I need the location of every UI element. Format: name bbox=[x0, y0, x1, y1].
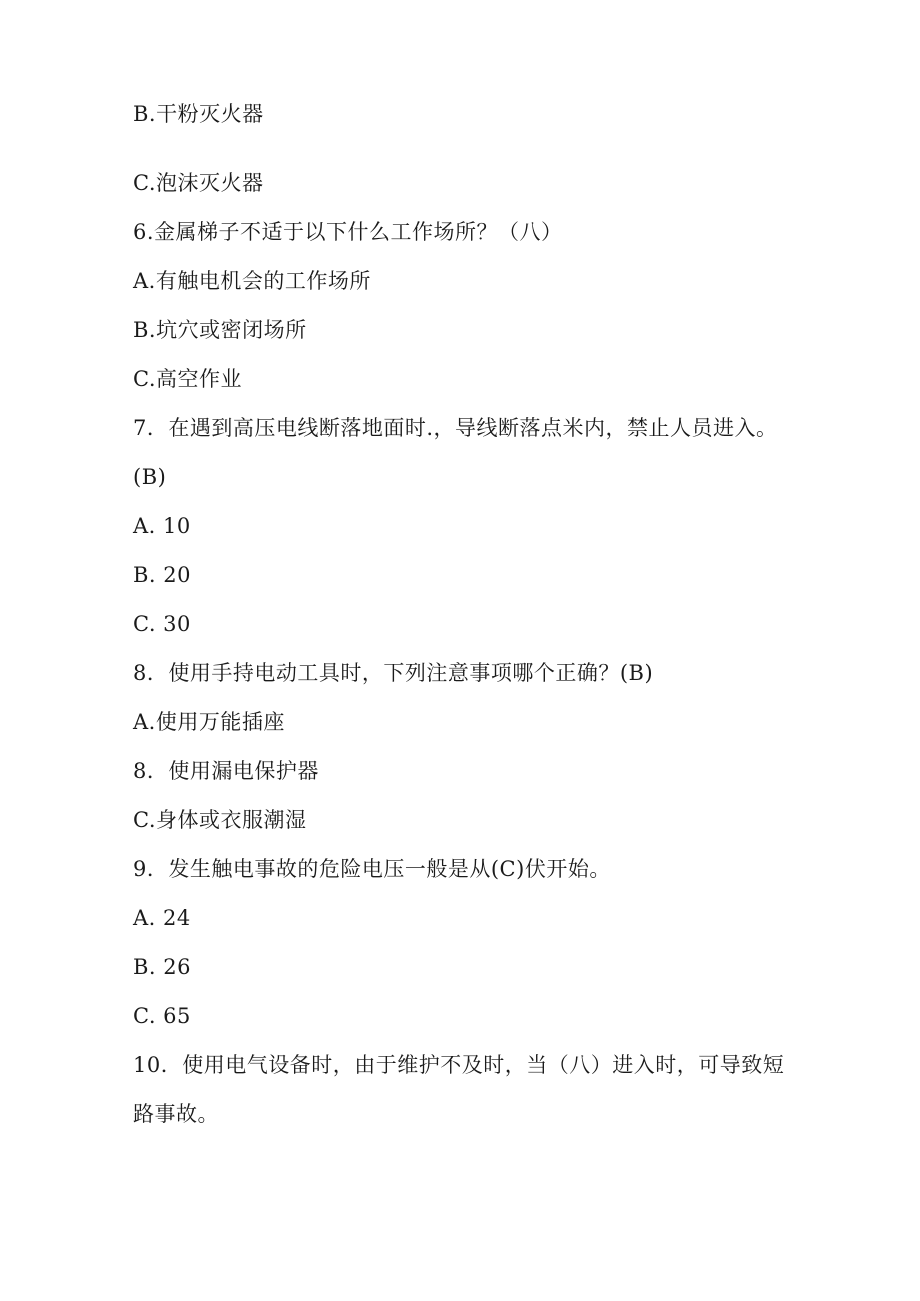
option-line: B. 20 bbox=[133, 563, 192, 587]
option-line: A.有触电机会的工作场所 bbox=[133, 269, 371, 293]
option-line: C.身体或衣服潮湿 bbox=[133, 808, 307, 832]
question-line: 9．发生触电事故的危险电压一般是从(C)伏开始。 bbox=[133, 857, 611, 881]
question-line-continued: 路事故。 bbox=[133, 1102, 219, 1126]
option-line: A. 10 bbox=[133, 514, 191, 538]
question-line: 10．使用电气设备时，由于维护不及时，当（八）进入时，可导致短 bbox=[133, 1053, 785, 1077]
option-line: B.坑穴或密闭场所 bbox=[133, 318, 307, 342]
option-line: C. 65 bbox=[133, 1004, 191, 1028]
question-line: 6.金属梯子不适于以下什么工作场所？（八） bbox=[133, 220, 563, 244]
option-line: C.高空作业 bbox=[133, 367, 242, 391]
option-line: B.干粉灭火器 bbox=[133, 102, 264, 126]
option-line: A.使用万能插座 bbox=[133, 710, 285, 734]
question-line: 7．在遇到高压电线断落地面时.，导线断落点米内，禁止人员进入。 bbox=[133, 416, 778, 440]
option-line: C.泡沫灭火器 bbox=[133, 171, 264, 195]
question-line: 8．使用手持电动工具时，下列注意事项哪个正确？(B) bbox=[133, 661, 654, 685]
option-line: 8．使用漏电保护器 bbox=[133, 759, 319, 783]
option-line: B. 26 bbox=[133, 955, 192, 979]
option-line: A. 24 bbox=[133, 906, 191, 930]
option-line: C. 30 bbox=[133, 612, 191, 636]
answer-line: (B) bbox=[133, 465, 167, 489]
